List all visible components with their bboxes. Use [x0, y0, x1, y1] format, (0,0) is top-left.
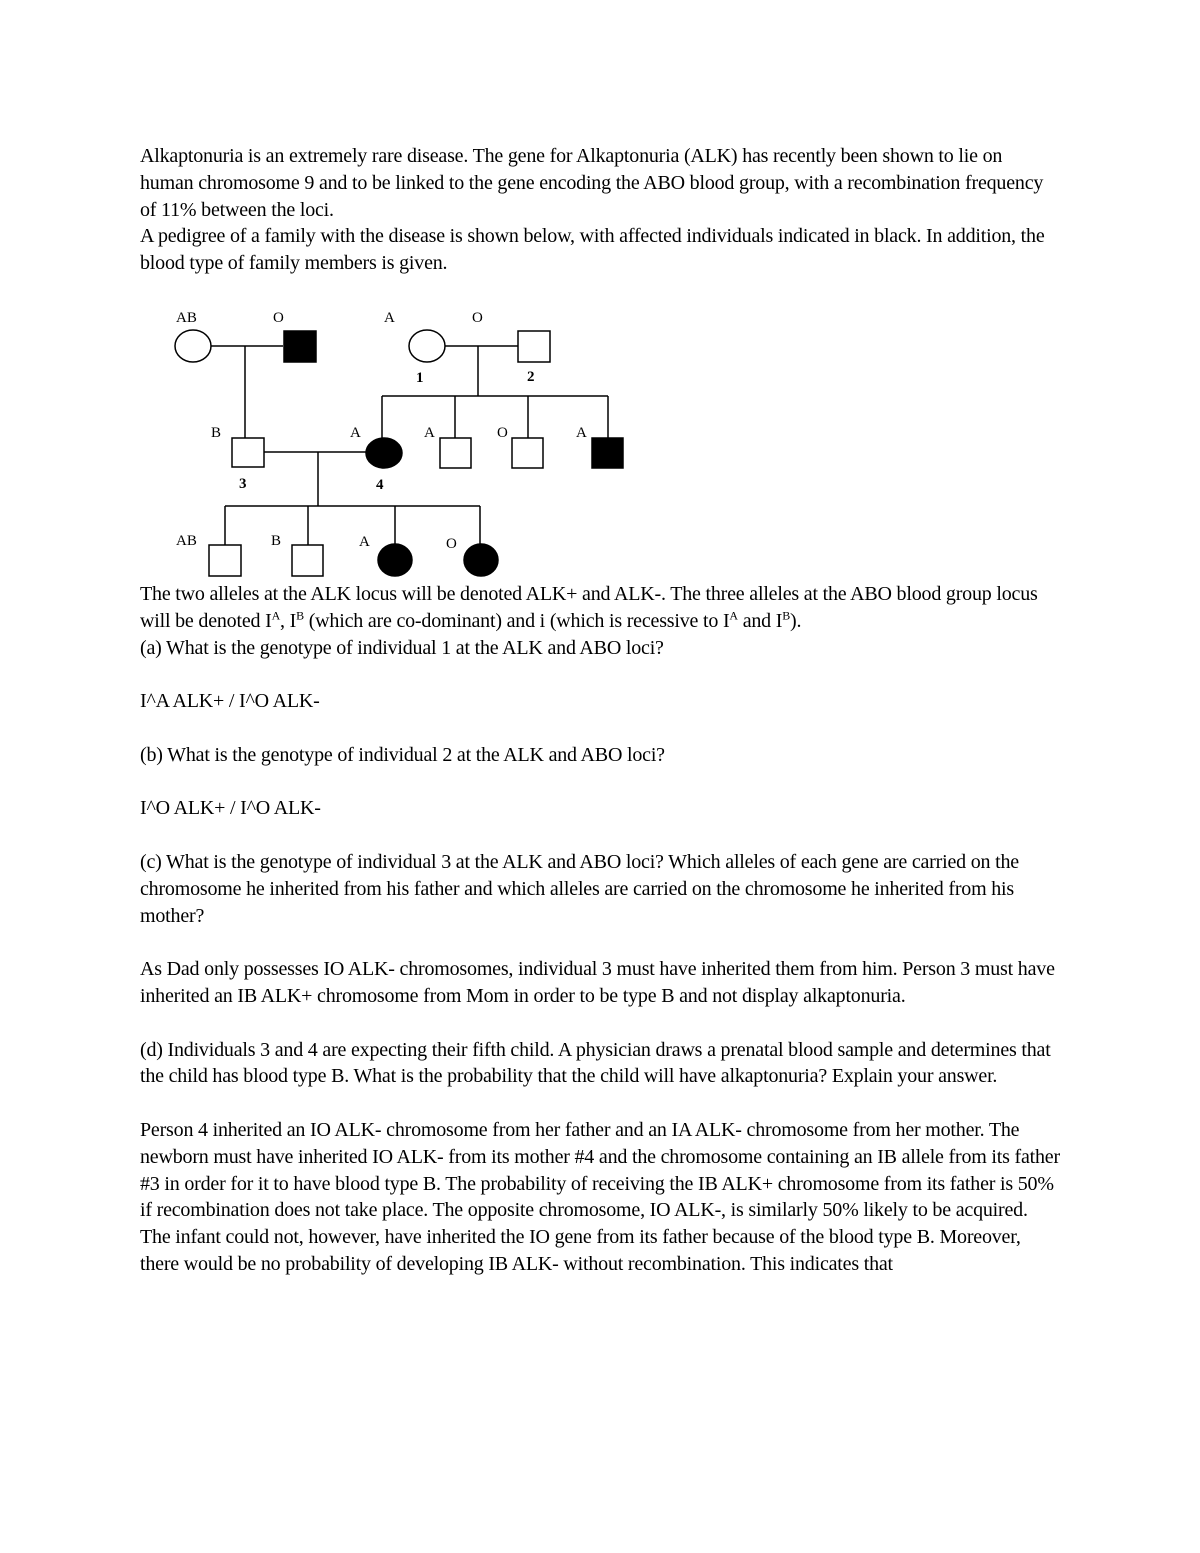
male-affected-gen1-left	[284, 331, 316, 362]
male-child-2	[292, 545, 323, 576]
female-affected-child-4	[464, 544, 498, 576]
superscript-a: A	[729, 608, 738, 623]
blood-type-label: O	[472, 310, 483, 326]
male-sibling-1	[440, 438, 471, 468]
female-affected-child-3	[378, 544, 412, 576]
intro-paragraph-2: A pedigree of a family with the disease is shown below, with affected individuals indicated in black. In addition, the blood type of family members is given.	[140, 225, 1045, 275]
answer-b: I^O ALK+ / I^O ALK-	[140, 797, 321, 820]
answer-a: I^A ALK+ / I^O ALK-	[140, 690, 320, 713]
allele-notation-paragraph	[140, 581, 1060, 635]
female-affected-individual-4	[366, 438, 402, 468]
questions-section	[140, 581, 1060, 1278]
question-c: (c) What is the genotype of individual 3 at the ALK and ABO loci? Which alleles of each gene are carried on the chromosome he inherited from his father and which alleles are carried on the chromosome he inherited from his mother?	[140, 850, 1019, 927]
blood-type-label: A	[350, 425, 361, 441]
blood-type-label: A	[424, 425, 435, 441]
question-b: (b) What is the genotype of individual 2 at the ALK and ABO loci?	[140, 743, 665, 766]
male-individual-2	[518, 331, 550, 362]
blood-type-label: B	[211, 425, 222, 441]
female-individual-1	[409, 330, 445, 362]
answer-c: As Dad only possesses IO ALK- chromosomes, individual 3 must have inherited them from him. Person 3 must have inherited an IB ALK+ chromosome from Mom in order to be type B and not display alkaptonuria.	[140, 958, 1055, 1007]
blood-type-label: A	[576, 425, 587, 441]
allele-text-2: , I	[280, 609, 297, 632]
male-child-1	[209, 545, 241, 576]
question-d: (d) Individuals 3 and 4 are expecting their fifth child. A physician draws a prenatal blood sample and determines that the child has blood type B. What is the probability that the child will have alkaptonuria? Explain your answer.	[140, 1038, 1051, 1088]
blood-type-label: O	[446, 536, 457, 552]
superscript-b: B	[296, 608, 304, 623]
allele-text-1: The two alleles at the ALK locus will be denoted ALK+ and ALK-. The three alleles at the ABO blood group locus will be denoted I	[140, 583, 1038, 632]
individual-number: 3	[239, 476, 247, 492]
individual-number: 1	[416, 370, 424, 386]
superscript-b: B	[782, 608, 791, 623]
individual-number: 4	[376, 477, 384, 493]
individual-number: 2	[527, 369, 535, 385]
blood-type-label: O	[273, 310, 284, 326]
blood-type-label: A	[384, 310, 395, 326]
intro-paragraph-1: Alkaptonuria is an extremely rare disease. The gene for Alkaptonuria (ALK) has recently been shown to lie on human chromosome 9 and to be linked to the gene encoding the ABO blood group, with a recombination frequency of 11% between the loci.	[140, 145, 1044, 221]
male-sibling-2	[512, 438, 543, 468]
blood-type-label: A	[359, 534, 370, 550]
blood-type-label: B	[271, 533, 282, 549]
pedigree-lines	[211, 346, 608, 545]
blood-type-label: AB	[176, 310, 197, 326]
male-individual-3	[232, 438, 264, 467]
allele-text-4: and I	[737, 609, 783, 632]
male-affected-sibling-3	[592, 438, 623, 468]
allele-text-3: (which are co-dominant) and i (which is recessive to I	[303, 609, 730, 632]
female-unaffected-gen1-left	[175, 330, 211, 362]
superscript-a: A	[271, 608, 281, 623]
blood-type-label: AB	[176, 533, 197, 549]
question-a: (a) What is the genotype of individual 1 at the ALK and ABO loci?	[140, 636, 664, 659]
allele-text-5: ).	[790, 609, 802, 632]
pedigree-diagram	[0, 0, 1200, 590]
answer-d: Person 4 inherited an IO ALK- chromosome from her father and an IA ALK- chromosome from her mother. The newborn must have inherited IO ALK- from its mother #4 and the chromosome containing an IB allele from its father #3 in order for it to have blood type B. The probability of receiving the IB ALK+ chromosome from its father is 50% if recombination does not take place. The opposite chromosome, IO ALK-, is similarly 50% likely to be acquired. The infant could not, however, have inherited the IO gene from its father because of the blood type B. Moreover, there would be no probability of developing IB ALK- without recombination. This indicates that	[140, 1118, 1060, 1275]
blood-type-label: O	[497, 425, 508, 441]
